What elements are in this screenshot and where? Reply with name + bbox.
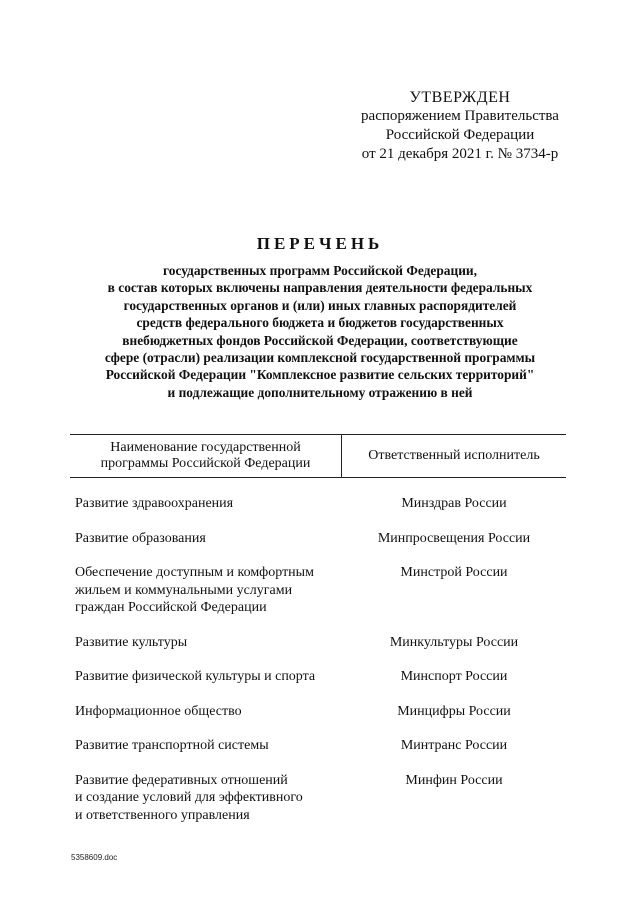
subtitle-line: государственных программ Российской Федерации,	[163, 263, 477, 278]
program-name-line: и ответственного управления	[75, 807, 250, 823]
program-name-line: жильем и коммунальными услугами	[75, 582, 293, 598]
responsible-cell: Минфин России	[405, 772, 503, 788]
program-name-line: Обеспечение доступным и комфортным	[75, 565, 314, 580]
subtitle-line: внебюджетных фондов Российской Федерации, соответствующие	[122, 332, 518, 348]
subtitle-line: средств федерального бюджета и бюджетов государственных	[136, 315, 504, 331]
program-name-line: Развитие федеративных отношений	[75, 772, 288, 788]
subtitle-line: государственных органов и (или) иных главных распорядителей	[123, 297, 517, 313]
program-name-line: Развитие транспортной системы	[75, 738, 269, 753]
program-name-line: и создание условий для эффективного	[75, 790, 303, 805]
file-reference: 5358609.doc	[71, 853, 118, 862]
responsible-cell: Минздрав России	[401, 496, 507, 511]
table-row	[70, 772, 566, 825]
program-name-cell	[70, 772, 342, 825]
program-name-line: Информационное общество	[75, 703, 242, 719]
header-program-name-line-1: Наименование государственной	[110, 440, 301, 455]
program-name-line: Развитие физической культуры и спорта	[75, 669, 316, 684]
subtitle-line: Российской Федерации "Комплексное развитие сельских территорий"	[105, 367, 535, 383]
responsible-cell: Минспорт России	[400, 669, 508, 684]
subtitle-line: сфере (отрасли) реализации комплексной государственной программы	[104, 350, 536, 366]
document-subtitle	[60, 262, 580, 401]
program-name-cell	[70, 634, 342, 652]
program-name-cell	[70, 530, 342, 548]
program-name-cell	[70, 703, 342, 721]
table-body	[70, 478, 566, 824]
header-program-name-line-2: программы Российской Федерации	[100, 456, 311, 471]
approval-line-3: от 21 декабря 2021 г. № 3734-р	[361, 146, 559, 162]
responsible-cell: Минцифры России	[397, 703, 511, 719]
approval-heading: УТВЕРЖДЕН	[409, 89, 511, 106]
table-header	[70, 434, 566, 478]
table-row	[70, 737, 566, 755]
table-row	[70, 530, 566, 548]
responsible-cell: Минпросвещения России	[377, 530, 531, 546]
subtitle-line: и подлежащие дополнительному отражению в ней	[167, 384, 473, 400]
table-row	[70, 495, 566, 513]
program-name-line: граждан Российской Федерации	[75, 600, 267, 615]
subtitle-line: в состав которых включены направления деятельности федеральных	[107, 280, 533, 296]
program-name-cell	[70, 495, 342, 513]
table-row	[70, 703, 566, 721]
program-name-cell	[70, 668, 342, 686]
program-name-line: Развитие культуры	[75, 634, 188, 650]
program-name-line: Развитие здравоохранения	[75, 496, 234, 511]
program-name-cell	[70, 564, 342, 617]
table-row	[70, 668, 566, 686]
table-row	[70, 564, 566, 617]
program-name-cell	[70, 737, 342, 755]
responsible-cell: Минкультуры России	[389, 634, 519, 650]
table-row	[70, 634, 566, 652]
responsible-cell: Минстрой России	[400, 565, 508, 580]
approval-line-1: распоряжением Правительства	[361, 108, 559, 124]
programs-table	[70, 434, 566, 824]
header-responsible: Ответственный исполнитель	[368, 448, 540, 463]
approval-block	[330, 88, 590, 164]
header-program-name	[70, 435, 342, 477]
program-name-line: Развитие образования	[75, 530, 206, 546]
responsible-cell: Минтранс России	[400, 738, 508, 753]
document-title: ПЕРЕЧЕНЬ	[256, 234, 384, 253]
approval-line-2: Российской Федерации	[385, 127, 535, 143]
